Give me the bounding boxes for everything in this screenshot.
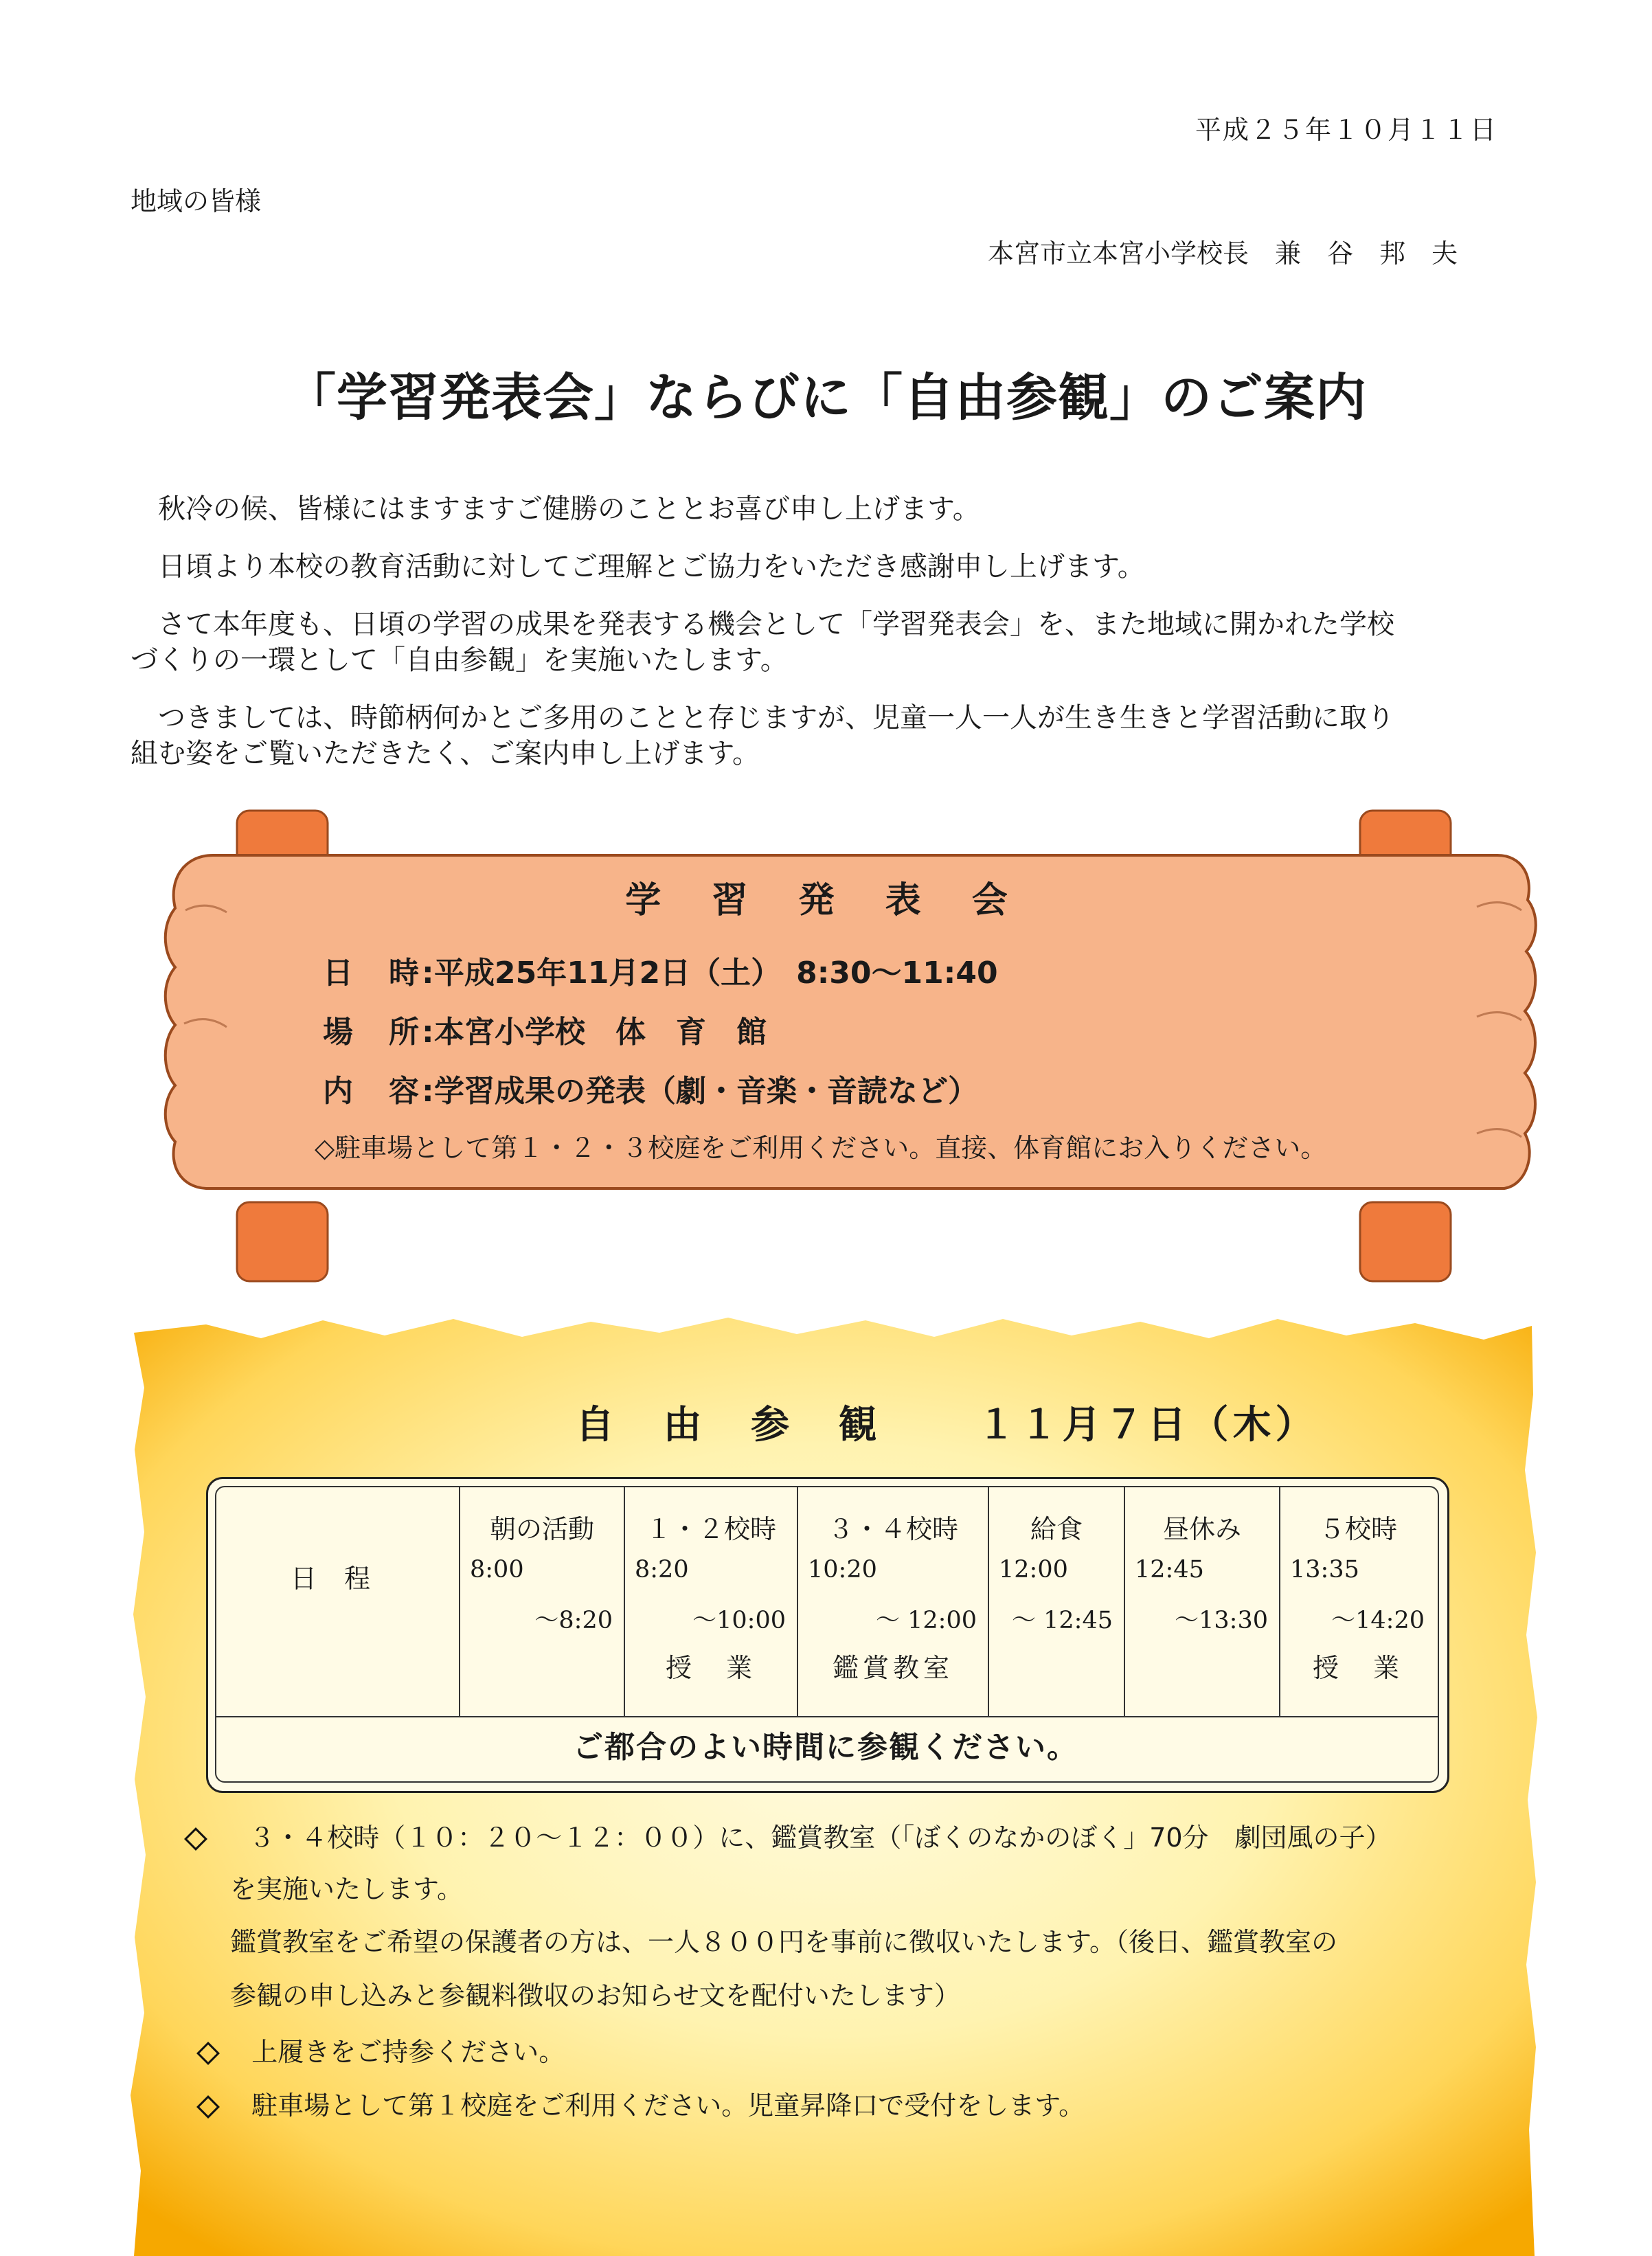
body-paragraph	[131, 491, 1539, 527]
presentation-content-row	[323, 1066, 978, 1110]
schedule-label: 日程	[291, 1564, 398, 1594]
recipient: 地域の皆様	[131, 186, 262, 216]
table-cell-period-3-4	[798, 1487, 988, 1716]
body-text-line: 組む姿をご覧いただきたく、ご案内申し上げます。	[131, 738, 760, 769]
body-text-line: づくりの一環として「自由参観」を実施いたします。	[131, 644, 788, 676]
table-cell-period-1-2	[625, 1487, 797, 1716]
period-activity: 授 業	[1312, 1653, 1403, 1683]
date-value: 平成25年11月2日（土） 8:30～11:40	[434, 956, 998, 991]
period-activity: 鑑賞教室	[832, 1653, 953, 1683]
note-continuation: 参観の申し込みと参観料徴収のお知らせ文を配付いたします）	[230, 1981, 960, 2011]
diamond-bullet-icon	[198, 2097, 216, 2114]
wooden-sign-graphic	[0, 790, 1652, 1285]
period-end: ～ 12:45	[1012, 1607, 1113, 1634]
note-continuation: 鑑賞教室をご希望の保護者の方は、一人８００円を事前に徴収いたします。（後日、鑑賞教室の	[230, 1927, 1337, 1957]
period-start: 13:35	[1290, 1556, 1359, 1583]
table-cell-morning	[460, 1487, 624, 1716]
table-cell-lunch-break	[1125, 1487, 1279, 1716]
presentation-heading: 学 習 発 表 会	[625, 880, 1027, 921]
parking-note: ◇駐車場として第１・２・３校庭をご利用ください。直接、体育館にお入りください。	[315, 1133, 1327, 1163]
body-text-line: つきましては、時節柄何かとご多用のことと存じますが、児童一人一人が生き生きと学習活動に取り	[131, 702, 1394, 734]
document-date: 平成２５年１０月１１日	[1195, 115, 1498, 145]
period-name: ５校時	[1318, 1514, 1397, 1544]
presentation-date-row	[323, 948, 998, 992]
body-paragraph	[131, 700, 1539, 771]
open-class-date: １１月７日（木）	[977, 1403, 1318, 1447]
note-continuation: を実施いたします。	[230, 1874, 463, 1904]
period-start: 8:00	[470, 1556, 524, 1583]
note-item-3	[198, 2088, 1085, 2123]
diamond-bullet-icon	[185, 1829, 203, 1847]
table-cell-period-5	[1280, 1487, 1436, 1716]
content-label: 内 容:	[323, 1074, 437, 1109]
schedule-label-cell	[215, 1487, 459, 1716]
period-start: 8:20	[635, 1556, 689, 1583]
place-value: 本宮小学校 体 育 館	[434, 1015, 767, 1050]
sender: 本宮市立本宮小学校長 兼 谷 邦 夫	[988, 238, 1458, 269]
schedule-footer: ご都合のよい時間に参観ください。	[573, 1730, 1078, 1765]
note-text: 上履きをご持参ください。	[251, 2037, 565, 2067]
date-label: 日 時:	[323, 956, 437, 991]
sign-post-bottom-right	[1360, 1202, 1451, 1281]
sign-post-bottom-left	[237, 1202, 328, 1281]
note-text: ３・４校時（１０：２０～１２：００）に、鑑賞教室（「ぼくのなかのぼく」70分 劇団風の子）	[249, 1823, 1392, 1853]
period-name: １・２校時	[645, 1514, 776, 1544]
body-paragraph	[131, 607, 1539, 678]
content-value: 学習成果の発表（劇・音楽・音読など）	[434, 1074, 978, 1109]
period-end: ～10:00	[692, 1607, 786, 1634]
note-item-1	[185, 1820, 1392, 1855]
period-name: 昼休み	[1162, 1514, 1241, 1544]
presentation-place-row	[323, 1007, 767, 1051]
page-title: 「学習発表会」ならびに「自由参観」のご案内	[285, 368, 1367, 427]
note-item-2	[198, 2035, 565, 2069]
table-cell-lunch	[989, 1487, 1124, 1716]
body-text-line: 秋冷の候、皆様にはますますご健勝のこととお喜び申し上げます。	[131, 493, 980, 525]
period-end: ～ 12:00	[876, 1607, 977, 1634]
period-end: ～8:20	[534, 1607, 613, 1634]
diamond-bullet-icon	[198, 2043, 216, 2061]
period-end: ～13:30	[1175, 1607, 1268, 1634]
period-start: 12:00	[999, 1556, 1068, 1583]
period-end: ～14:20	[1331, 1607, 1425, 1634]
open-class-heading	[576, 1395, 1318, 1450]
letter-body	[131, 491, 1539, 793]
period-activity: 授 業	[665, 1653, 756, 1683]
period-start: 12:45	[1135, 1556, 1204, 1583]
note-text: 駐車場として第１校庭をご利用ください。児童昇降口で受付をします。	[251, 2090, 1085, 2121]
place-label: 場 所:	[323, 1015, 437, 1050]
period-start: 10:20	[808, 1556, 877, 1583]
period-name: 朝の活動	[489, 1514, 594, 1544]
period-name: 給食	[1030, 1514, 1083, 1544]
open-class-title: 自 由 参 観	[576, 1403, 895, 1447]
body-paragraph	[131, 549, 1539, 585]
body-text-line: 日頃より本校の教育活動に対してご理解とご協力をいただき感謝申し上げます。	[131, 551, 1145, 583]
period-name: ３・４校時	[827, 1514, 958, 1544]
body-text-line: さて本年度も、日頃の学習の成果を発表する機会として「学習発表会」を、また地域に開かれた学校	[131, 609, 1394, 640]
